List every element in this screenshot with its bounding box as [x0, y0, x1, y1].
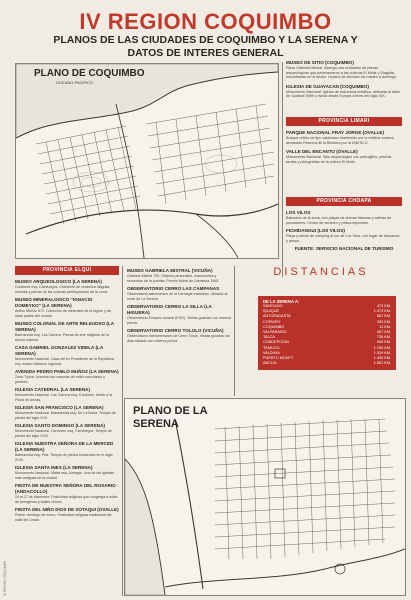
- province-bar-limari: PROVINCIA LIMARI: [286, 117, 402, 126]
- distancias-km: 457 KM.: [376, 330, 391, 335]
- section-heading: MUSEO MINERALOGICO "IGNACIO DOMEYKO" (LA SERENA): [15, 297, 93, 308]
- section-text: Zona Típica. Avenida con casonas de estilo neoclásico y jardines.: [15, 375, 105, 384]
- distancias-km: 1.490 KM.: [373, 356, 391, 361]
- column-divider-right: [282, 62, 283, 277]
- section-heading: IGLESIA CATEDRAL (LA SERENA): [15, 387, 91, 392]
- section-heading: VALLE DEL ENCANTO (OVALLE): [286, 149, 358, 155]
- distancias-km: 887 KM.: [376, 314, 391, 319]
- section-heading: IGLESIA SANTO DOMINGO (LA SERENA): [15, 423, 105, 428]
- distancias-city: SANTIAGO: [263, 304, 283, 308]
- section-text: Observatorio Interamericano de Cerro Tololo. Visitas guiadas los días sábado con reserva previa.: [127, 334, 230, 343]
- page-subtitle: [40, 34, 371, 60]
- distancias-table: [263, 304, 391, 366]
- section-text: Playa y sector de camping al sur de Los Vilos, con lugar de descanso y pesca.: [286, 234, 400, 243]
- section-text: Balmaceda esq. Los Carrera. Piezas de arte religioso de la época colonial.: [15, 333, 109, 342]
- section-text: Balmaceda esq. Prat. Templo de piedra construido en el siglo XVIII.: [15, 453, 113, 462]
- distancias-city: COPIAPO: [263, 319, 281, 324]
- section-text: Monumento Nacional. Casa del ex Presidente de la República, hoy museo histórico regional.: [15, 357, 115, 366]
- section-heading: OBSERVATORIO CERRO LAS CAMPANAS: [127, 286, 220, 291]
- province-bar-choapa: PROVINCIA CHOAPA: [286, 197, 402, 206]
- distancias-km: 1.557 KM.: [373, 361, 391, 366]
- section-text: Bosque relicto de tipo valdiviano mantenido por la neblina costera, declarado Reserva de la Biósfera por la UNESCO.: [286, 136, 395, 145]
- section-heading: MUSEO ARQUEOLOGICO (LA SERENA): [15, 279, 102, 284]
- distancias-km: 333 KM.: [376, 319, 391, 324]
- distancias-km: 730 KM.: [376, 335, 391, 340]
- source-note: FUENTE: SERVICIO NACIONAL DE TURISMO: [294, 246, 394, 252]
- distancias-row: [263, 361, 391, 366]
- section-text: Anfión Muñoz 870. Colección de minerales de la región y de otras partes del mundo.: [15, 309, 111, 318]
- street-grid-east: [146, 104, 274, 204]
- section-text: Primer domingo de enero. Festividad religiosa tradicional del valle del Limarí.: [15, 513, 112, 522]
- subtitle-line-2: DATOS DE INTERES GENERAL: [127, 47, 284, 59]
- distancias-box: [258, 296, 396, 370]
- section-heading: MUSEO GABRIELA MISTRAL (VICUÑA): [127, 268, 213, 273]
- section-text: Cordovez esq. Cienfuegos. Colección de cerámica diaguita, momias y piezas de las culturas prehispánicas de la zona.: [15, 285, 111, 294]
- page-title: IV REGION COQUIMBO: [79, 9, 332, 34]
- section-text: Plaza Gabriela Mistral. Alberga una exhibición de piezas arqueológicas que pertenecieron a las culturas El Molle y Diaguita, encontradas en el sector. Horario de atención de martes a domingo.: [286, 66, 398, 80]
- section-text: Monumento Nacional. Balmaceda esq. De La Barra. Templo de piedra del siglo XVII.: [15, 411, 116, 420]
- distancias-heading: DE LA SERENA A:: [263, 299, 300, 304]
- main-avenue: [26, 204, 278, 234]
- distancias-km: 11 KM.: [379, 324, 391, 329]
- section-heading: IGLESIA NUESTRA SEÑORA DE LA MERCED (LA SERENA): [15, 441, 114, 452]
- sea-area: [125, 459, 165, 595]
- distancias-title: DISTANCIAS: [273, 266, 369, 278]
- distancias-city: VALPARAISO: [263, 330, 287, 335]
- right-column-limari: [286, 130, 402, 164]
- section-text: Monumento Nacional. Sitio arqueológico con petroglifos, piedras tacitas y pictografías de la cultura El Molle.: [286, 155, 392, 164]
- map-la-serena[interactable]: [124, 398, 406, 596]
- distancias-city: VALDIVIA: [263, 350, 280, 355]
- distancias-km: 473 KM.: [376, 304, 391, 308]
- map-coquimbo-ocean-label: OCEANO PACIFICO: [56, 80, 94, 85]
- section-heading: FIESTA DEL NIÑO DIOS DE SOTAQUI (OVALLE): [15, 507, 119, 512]
- map-serena-title-line-2: SERENA: [133, 418, 179, 430]
- distancias-km: 1.373 KM.: [373, 309, 391, 314]
- distancias-city: IQUIQUE: [263, 309, 280, 314]
- map-serena-title-line-1: PLANO DE LA: [133, 405, 208, 417]
- section-heading: FICHIDANGUI (LOS VILOS): [286, 228, 345, 234]
- map-coquimbo[interactable]: [15, 63, 279, 259]
- section-heading: OBSERVATORIO CERRO TOLOLO (VICUÑA): [127, 328, 224, 333]
- section-heading: IGLESIA SAN FRANCISCO (LA SERENA): [15, 405, 104, 410]
- middle-column: [127, 268, 231, 346]
- right-column: [286, 60, 402, 99]
- right-column-choapa: [286, 210, 402, 252]
- section-text: Monumento Nacional. Matta esq. Almagro. Una de las iglesias más antiguas de la ciudad.: [15, 471, 115, 480]
- section-heading: FIESTA DE NUESTRA SEÑORA DEL ROSARIO (ANDACOLLO): [15, 483, 116, 494]
- province-bar-elqui: PROVINCIA ELQUI: [15, 266, 119, 275]
- section-heading: PARQUE NACIONAL FRAY JORGE (OVALLE): [286, 130, 385, 135]
- south-road: [196, 214, 238, 258]
- distancias-km: 1.150 KM.: [373, 345, 391, 350]
- subtitle-line-1: PLANOS DE LAS CIUDADES DE COQUIMBO Y LA SERENA Y: [53, 34, 358, 46]
- distancias-km: 990 KM.: [376, 340, 391, 345]
- map-serena-title: [133, 405, 208, 431]
- section-heading: AVENIDA PEDRO PABLO MUÑOZ (LA SERENA): [15, 369, 119, 374]
- section-heading: IGLESIA DE GUAYACAN (COQUIMBO): [286, 83, 369, 89]
- map-coquimbo-drawing: [16, 64, 278, 258]
- distancias-city: TALCA: [263, 335, 275, 340]
- section-text: Observatorio Europeo Austral (ESO). Visitas guiadas con reserva previa.: [127, 316, 232, 325]
- distancias-city: CONCEPCION: [263, 340, 289, 345]
- section-heading: IGLESIA SANTA INES (LA SERENA): [15, 465, 93, 470]
- section-text: Balneario de la zona, con playas de arenas blancas y caletas de pescadores. Centro de veraneo y pesca deportiva.: [286, 216, 392, 225]
- section-heading: MUSEO DE SITIO (COQUIMBO): [286, 60, 354, 65]
- coastal-avenue: [175, 419, 203, 589]
- section-text: Monumento Nacional. Cordovez esq. Cienfuegos. Templo de piedra del siglo XVIII.: [15, 429, 112, 438]
- distancias-city: ANTOFAGASTA: [263, 314, 291, 319]
- left-column: [15, 279, 119, 525]
- street-grid: [215, 419, 395, 559]
- section-heading: CASA GABRIEL GONZALEZ VIDELA (LA SERENA): [15, 345, 103, 356]
- section-text: Monumento Nacional. Los Carrera esq. Cordovez, frente a la Plaza de Armas.: [15, 393, 113, 402]
- section-text: Gabriela Mistral 759. Objetos personales, manuscritos y recuerdos de la poetisa, Premio Nobel de Literatura 1945.: [127, 274, 220, 283]
- margin-note: IV REGION COQUIMBO: [3, 560, 7, 596]
- section-heading: OBSERVATORIO CERRO LA SILLA (LA HIGUERA): [127, 304, 212, 315]
- distancias-city: COQUIMBO: [263, 324, 285, 329]
- column-divider-left: [122, 266, 123, 596]
- map-coquimbo-title: PLANO DE COQUIMBO: [34, 68, 145, 79]
- distancias-km: 1.310 KM.: [373, 350, 391, 355]
- distancias-city: TEMUCO: [263, 345, 280, 350]
- column-divider-middle: [234, 266, 235, 396]
- section-heading: LOS VILOS: [286, 210, 311, 215]
- distancias-city: ANCUD: [263, 361, 277, 366]
- section-text: Monumento Nacional. Iglesia de estructura metálica, atribuida al taller de Gustave Eiffel y traída desde Europa a fines del siglo XIX.: [286, 89, 400, 99]
- section-text: 24 al 27 de diciembre. Festividad religiosa que congrega a miles de peregrinos y bailes chinos.: [15, 495, 118, 504]
- distancias-city: PUERTO MONTT: [263, 356, 294, 361]
- section-text: Observatorio astronómico de la Carnegie Institution, ubicado al norte de La Serena.: [127, 292, 228, 301]
- section-heading: MUSEO COLONIAL DE ARTE RELIGIOSO (LA SERENA): [15, 321, 114, 332]
